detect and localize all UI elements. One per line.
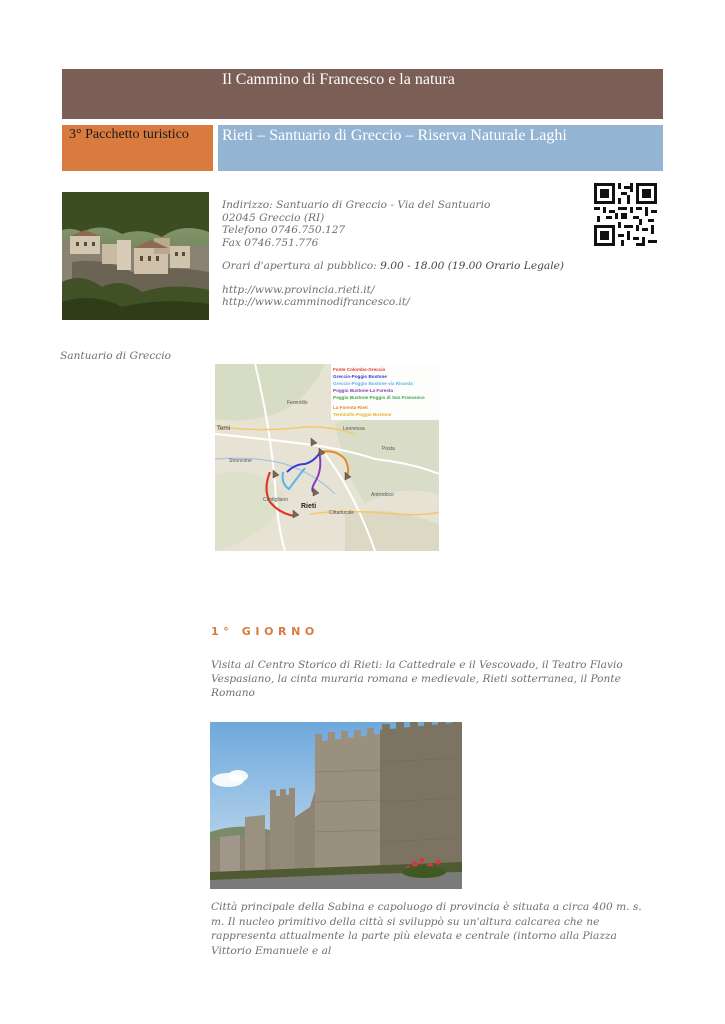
map-place-contigliano: Contigliano	[263, 497, 289, 503]
body-text: Città principale della Sabina e capoluogo di provincia è situata a circa 400 m. s. m. Il nucleo primitivo della città si sviluppò su un'altura calcarea che ne rappresenta attualmente la parte più elevata e centrale (intorno alla Piazza Vittorio Emanuele e al	[211, 901, 642, 957]
opening-hours	[222, 260, 582, 273]
package-label-box	[62, 125, 213, 171]
photo-caption: Santuario di Greccio	[60, 350, 171, 362]
route-title: Rieti – Santuario di Greccio – Riserva Naturale Laghi	[222, 127, 567, 144]
city: 02045 Greccio (RI)	[222, 211, 325, 224]
map-place-antrodoco: Antrodoco	[371, 492, 394, 498]
header-bar	[62, 69, 663, 119]
map-place-posta: Posta	[382, 446, 395, 452]
hours-label: Orari d'apertura al pubblico:	[222, 260, 377, 272]
map-place-cittaducale: Cittaducale	[329, 510, 355, 516]
link-provincia[interactable]: http://www.provincia.rieti.it/	[222, 283, 375, 296]
contact-info	[222, 199, 582, 309]
link-cammino[interactable]: http://www.camminodifrancesco.it/	[222, 296, 410, 308]
map-place-rieti: Rieti	[301, 503, 317, 510]
city-walls-photo	[210, 722, 462, 889]
qr-code-icon	[594, 183, 657, 246]
sanctuary-photo	[62, 192, 209, 320]
hours-value: 9.00 - 18.00 (19.00 Orario Legale)	[380, 260, 564, 272]
package-label: 3° Pacchetto turistico	[69, 127, 189, 142]
map-place-ferentillo: Ferentillo	[287, 400, 308, 406]
legend-item: Greccio-Poggio Bustone	[333, 374, 387, 379]
address: Indirizzo: Santuario di Greccio - Via del Santuario	[222, 199, 491, 211]
day-description: Visita al Centro Storico di Rieti: la Cattedrale e il Vescovado, il Teatro Flavio Vespasiano, la cinta muraria romana e medievale, Rieti sotterranea, il Ponte Romano	[211, 659, 623, 699]
page-title: Il Cammino di Francesco e la natura	[222, 71, 455, 88]
phone: Telefono 0746.750.127	[222, 224, 346, 236]
map-place-stroncone: Stroncone	[229, 458, 252, 464]
legend-item: Poggio Bustone-La Foresta	[333, 388, 393, 393]
route-map	[215, 364, 439, 551]
legend-item: Fonte Colombo-Greccio	[333, 367, 386, 372]
route-title-bar	[218, 125, 663, 171]
legend-item: Poggio Bustone-Poggio di San Francesco	[333, 395, 425, 400]
legend-item: La Foresta-Rieti	[333, 405, 368, 410]
legend-item: Terminillo-Poggio Bustone	[333, 412, 392, 417]
fax: Fax 0746.751.776	[222, 236, 319, 249]
map-place-leonessa: Leonessa	[343, 426, 365, 432]
map-place-terni: Terni	[217, 426, 231, 432]
legend-item: Greccio-Poggio Bustone via Rivarda	[333, 381, 413, 386]
day-heading: 1° GIORNO	[211, 625, 319, 638]
